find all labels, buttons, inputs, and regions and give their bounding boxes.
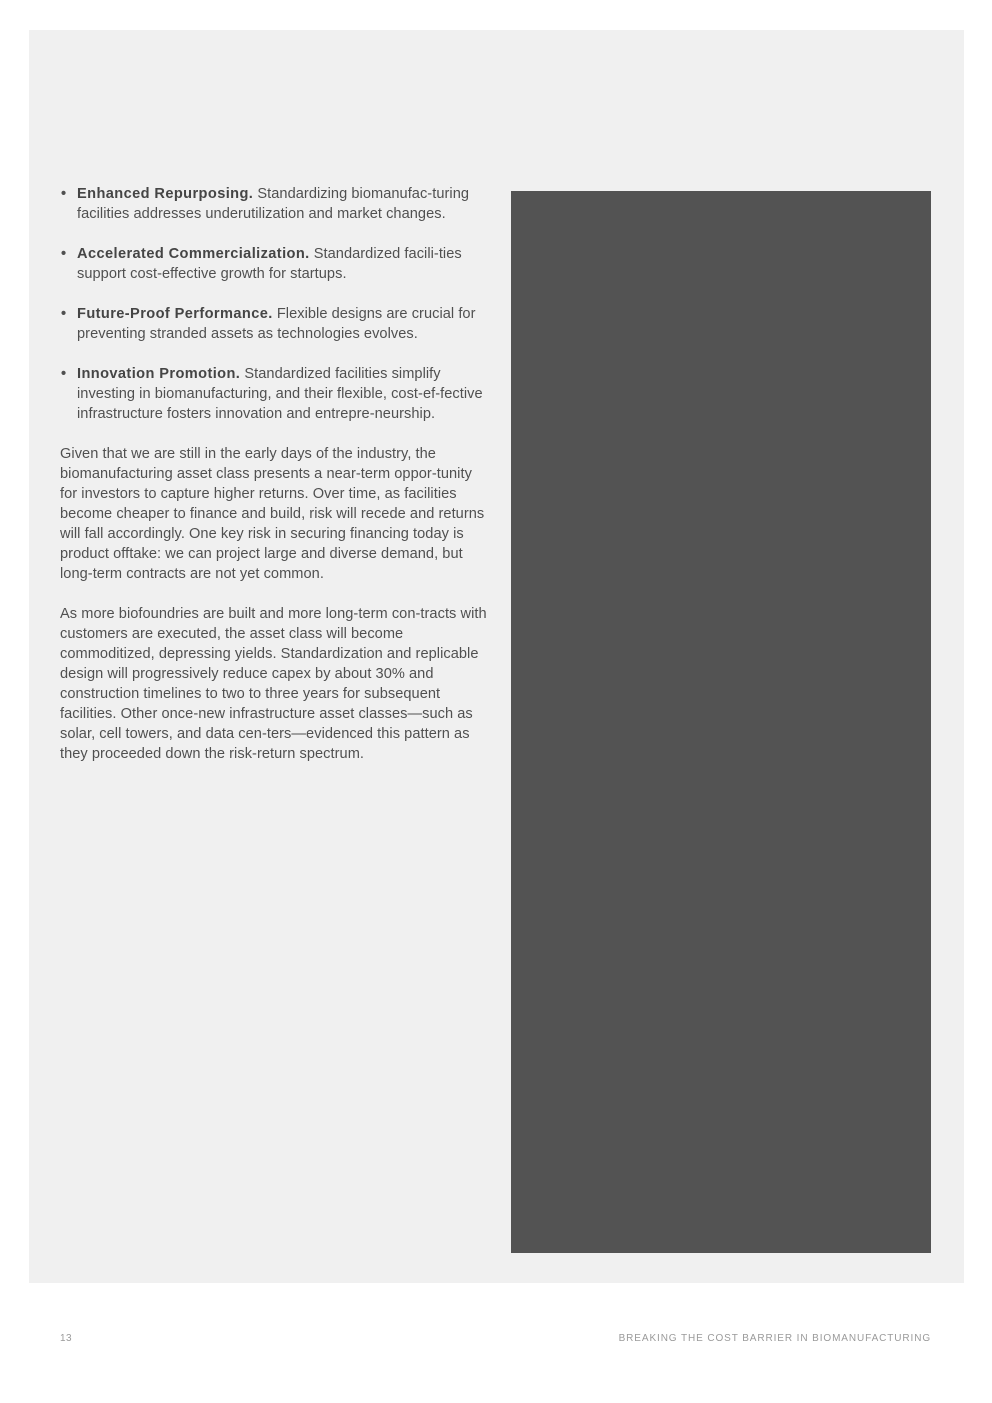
list-item	[60, 304, 488, 344]
bullet-lead: Accelerated Commercialization.	[77, 246, 310, 262]
bullet-text: Standardized facilities simplify investing in biomanufacturing, and their flexible, cost-ef-fective infrastructure fosters innovation and entrepre-neurship.	[77, 366, 483, 422]
list-item	[60, 244, 488, 284]
bullet-lead: Innovation Promotion.	[77, 366, 241, 382]
bullet-icon: •	[61, 246, 67, 262]
list-item	[60, 184, 488, 224]
body-paragraph: As more biofoundries are built and more long-term con-tracts with customers are executed, the asset class will become commoditized, depressing yields. Standardization and replicable design will progressively reduce capex by about 30% and construction timelines to two to three years for subsequent facilities. Other once-new infrastructure asset classes—such as solar, cell towers, and data cen-ters—evidenced this pattern as they proceeded down the risk-return spectrum.	[60, 606, 487, 762]
bullet-text: Standardized facili-ties support cost-effective growth for startups.	[77, 246, 462, 282]
main-text-column	[60, 184, 488, 784]
bullet-lead: Future-Proof Performance.	[77, 306, 273, 322]
bullet-icon: •	[61, 186, 67, 202]
body-paragraph: Given that we are still in the early days of the industry, the biomanufacturing asset class presents a near-term oppor-tunity for investors to capture higher returns. Over time, as facilities become cheaper to finance and build, risk will recede and returns will fall accordingly. One key risk in securing financing today is product offtake: we can project large and diverse demand, but long-term contracts are not yet common.	[60, 446, 485, 582]
running-footer-title: BREAKING THE COST BARRIER IN BIOMANUFACTURING	[618, 1333, 931, 1344]
bullet-text: Flexible designs are crucial for preventing stranded assets as technologies evolves.	[77, 306, 476, 342]
benefits-list	[60, 184, 488, 424]
bullet-icon: •	[61, 306, 67, 322]
page-number: 13	[60, 1333, 73, 1344]
list-item	[60, 364, 488, 424]
image-placeholder	[511, 191, 931, 1253]
bullet-lead: Enhanced Repurposing.	[77, 186, 254, 202]
bullet-icon: •	[61, 366, 67, 382]
bullet-text: Standardizing biomanufac-turing facilities addresses underutilization and market changes.	[77, 186, 470, 222]
